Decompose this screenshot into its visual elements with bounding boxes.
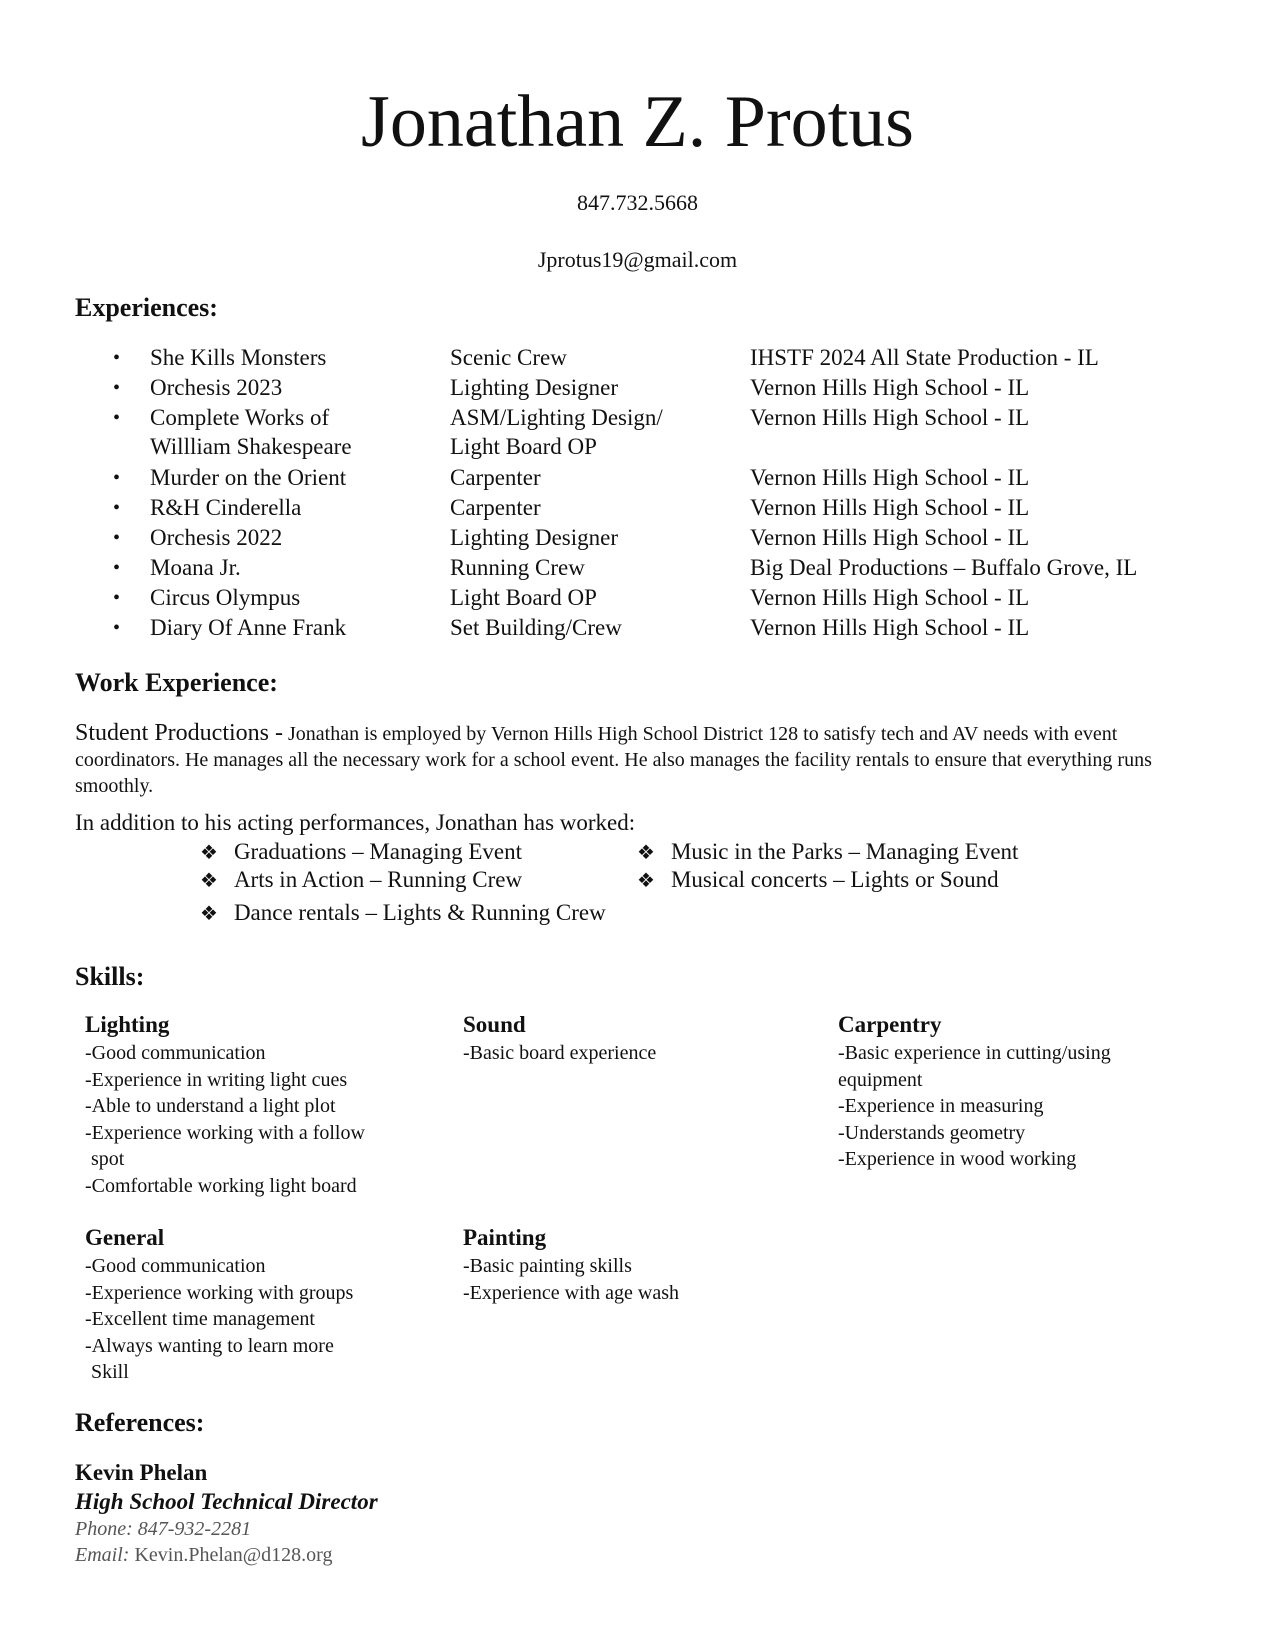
role-line2: Light Board OP	[450, 434, 597, 459]
role: Lighting Designer	[450, 525, 618, 550]
experience-row	[0, 613, 1275, 643]
bullet-icon: •	[113, 587, 121, 609]
experience-row	[0, 553, 1275, 583]
experience-row	[0, 463, 1275, 493]
work-item: ❖ Musical concerts – Lights or Sound	[637, 867, 999, 892]
venue: Big Deal Productions – Buffalo Grove, IL	[750, 555, 1138, 580]
venue: Vernon Hills High School - IL	[750, 525, 1030, 550]
experiences-heading: Experiences:	[75, 293, 218, 322]
experience-row	[0, 343, 1275, 373]
show-name: Orchesis 2023	[150, 375, 283, 400]
work-item: ❖ Music in the Parks – Managing Event	[637, 839, 1019, 864]
email-address: Jprotus19@gmail.com	[537, 247, 738, 272]
show-name: She Kills Monsters	[150, 345, 327, 370]
work-description	[75, 720, 1205, 799]
show-name: R&H Cinderella	[150, 495, 302, 520]
experience-row	[0, 403, 1275, 459]
venue: Vernon Hills High School - IL	[750, 465, 1030, 490]
role: Lighting Designer	[450, 375, 618, 400]
show-name: Diary Of Anne Frank	[150, 615, 347, 640]
skill-title: Sound	[463, 1012, 526, 1037]
skill-group-lighting: Lighting -Good communication -Experience in writing light cues -Able to understand a light plot -Experience working with a follow spot -Comfortable working light board	[85, 1012, 365, 1197]
skill-title: Lighting	[85, 1012, 170, 1037]
experience-row	[0, 583, 1275, 613]
bullet-icon: •	[113, 527, 121, 549]
reference-name: Kevin Phelan	[75, 1460, 208, 1485]
bullet-icon: •	[113, 467, 121, 489]
diamond-bullet-icon: ❖	[637, 870, 655, 892]
show-name: Murder on the Orient	[150, 465, 347, 490]
role: Carpenter	[450, 495, 541, 520]
role: Scenic Crew	[450, 345, 567, 370]
work-intro: In addition to his acting performances, Jonathan has worked:	[75, 810, 636, 835]
work-lead: Student Productions -	[75, 720, 283, 746]
diamond-bullet-icon: ❖	[637, 842, 655, 864]
bullet-icon: •	[113, 377, 121, 399]
show-name-line2: Willliam Shakespeare	[150, 434, 352, 459]
reference-email: Email: Kevin.Phelan@d128.org	[75, 1544, 333, 1566]
experience-row	[0, 373, 1275, 403]
work-item: ❖ Arts in Action – Running Crew	[200, 867, 523, 892]
skill-title: Painting	[463, 1225, 547, 1250]
bullet-icon: •	[113, 407, 121, 429]
experience-row	[0, 493, 1275, 523]
work-description-text: Jonathan is employed by Vernon Hills High School District 128 to satisfy tech and AV needs with event coordinators. He manages all the necessary work for a school event. He also manages the facility rentals to ensure that everything runs smoothly.	[75, 723, 1152, 797]
show-name: Orchesis 2022	[150, 525, 283, 550]
venue: IHSTF 2024 All State Production - IL	[750, 345, 1099, 370]
diamond-bullet-icon: ❖	[200, 842, 218, 864]
role: Running Crew	[450, 555, 585, 580]
bullet-icon: •	[113, 617, 121, 639]
role: ASM/Lighting Design/	[450, 405, 663, 430]
skill-group-painting: Painting -Basic painting skills -Experience with age wash	[463, 1225, 680, 1304]
skills-heading: Skills:	[75, 962, 145, 991]
venue: Vernon Hills High School - IL	[750, 405, 1030, 430]
venue: Vernon Hills High School - IL	[750, 495, 1030, 520]
venue: Vernon Hills High School - IL	[750, 615, 1030, 640]
phone-number: 847.732.5668	[577, 190, 698, 215]
diamond-bullet-icon: ❖	[200, 903, 218, 925]
venue: Vernon Hills High School - IL	[750, 375, 1030, 400]
reference-phone: Phone: 847-932-2281	[75, 1518, 252, 1540]
bullet-icon: •	[113, 497, 121, 519]
show-name: Moana Jr.	[150, 555, 241, 580]
role: Carpenter	[450, 465, 541, 490]
resume-name: Jonathan Z. Protus	[361, 81, 914, 163]
references-heading: References:	[75, 1408, 205, 1437]
work-item: ❖ Graduations – Managing Event	[200, 839, 523, 864]
venue: Vernon Hills High School - IL	[750, 585, 1030, 610]
skill-group-carpentry: Carpentry -Basic experience in cutting/using equipment -Experience in measuring -Understands geometry -Experience in wood working	[838, 1012, 1111, 1170]
skill-group-sound: Sound -Basic board experience	[463, 1012, 657, 1064]
reference-title: High School Technical Director	[75, 1489, 378, 1514]
work-item: ❖ Dance rentals – Lights & Running Crew	[200, 900, 606, 925]
bullet-icon: •	[113, 347, 121, 369]
role: Set Building/Crew	[450, 615, 622, 640]
diamond-bullet-icon: ❖	[200, 870, 218, 892]
experience-row	[0, 523, 1275, 553]
skill-title: Carpentry	[838, 1012, 942, 1037]
work-experience-heading: Work Experience:	[75, 668, 278, 697]
show-name: Circus Olympus	[150, 585, 301, 610]
bullet-icon: •	[113, 557, 121, 579]
skill-group-general: General -Good communication -Experience working with groups -Excellent time management -Always wanting to learn more Skill	[85, 1225, 354, 1383]
reference-entry	[75, 1458, 378, 1568]
role: Light Board OP	[450, 585, 597, 610]
show-name: Complete Works of	[150, 405, 330, 430]
skill-title: General	[85, 1225, 165, 1250]
